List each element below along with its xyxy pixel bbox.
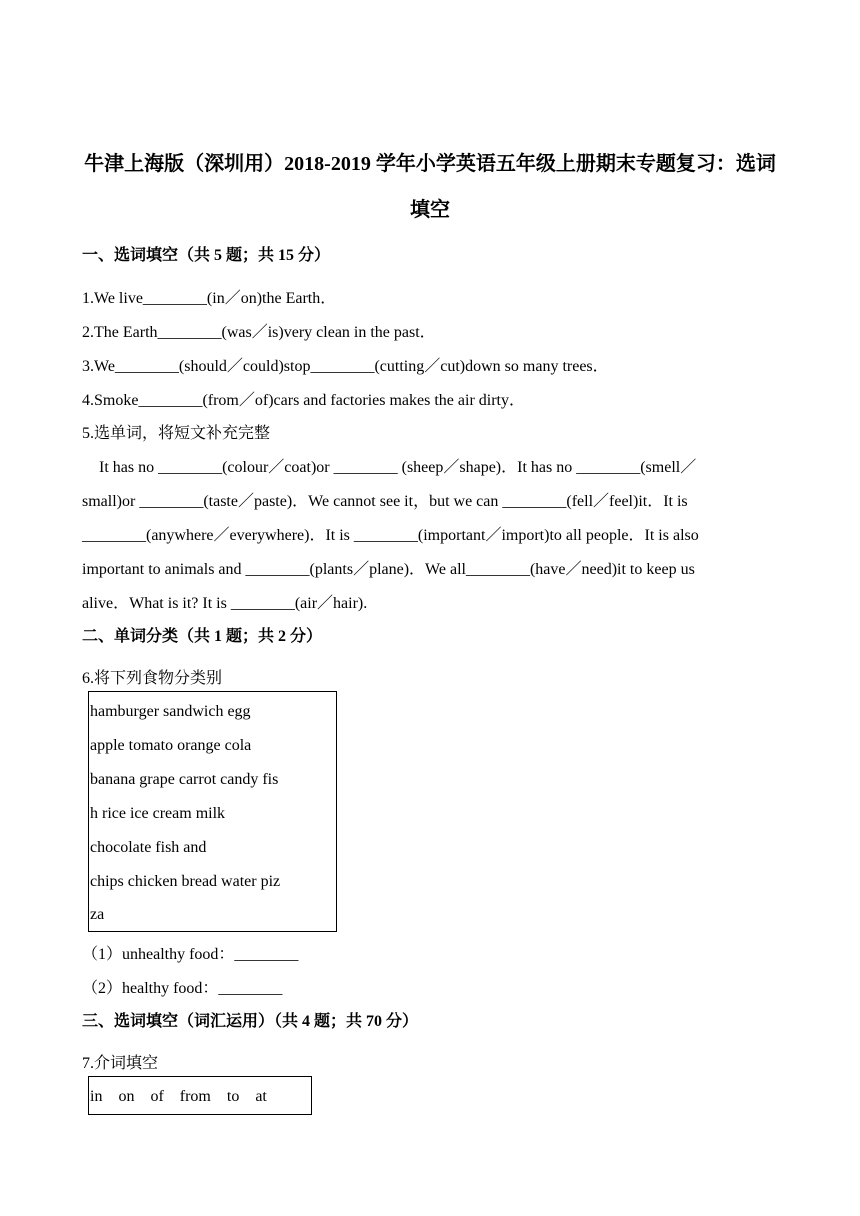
answer-2: （2）healthy food：________ (82, 980, 283, 997)
word-box-line: chocolate fish and (90, 839, 207, 856)
page-title: 牛津上海版（深圳用）2018-2019 学年小学英语五年级上册期末专题复习：选词 (84, 153, 776, 175)
word-box (88, 691, 337, 932)
section-heading-3: 三、选词填空（词汇运用）（共 4 题；共 70 分） (82, 1013, 419, 1030)
section-heading-1: 一、选词填空（共 5 题；共 15 分） (82, 247, 331, 264)
passage-line-2: small)or ________(taste／paste)．We cannot see it，but we can ________(fell／feel)it．It is (82, 493, 688, 510)
question-1: 1.We live________(in／on)the Earth． (82, 290, 337, 307)
answer-1: （1）unhealthy food：________ (82, 946, 299, 963)
question-6-title: 6.将下列食物分类别 (82, 670, 223, 687)
word-box-line: chips chicken bread water piz (90, 873, 281, 890)
word-box-line: h rice ice cream milk (90, 805, 226, 822)
passage-line-5: alive．What is it? It is ________(air／hair). (82, 595, 368, 612)
passage-line-4: important to animals and ________(plants／plane)．We all________(have／need)it to keep us (82, 561, 695, 578)
question-5-title: 5.选单词，将短文补充完整 (82, 425, 271, 442)
preposition-words: in on of from to at (90, 1088, 267, 1105)
word-box-line: apple tomato orange cola (90, 737, 252, 754)
preposition-box (88, 1076, 312, 1115)
passage-line-3: ________(anywhere／everywhere)．It is ________(important／import)to all people．It is also (82, 527, 699, 544)
word-box-line: banana grape carrot candy fis (90, 771, 279, 788)
question-2: 2.The Earth________(was／is)very clean in the past． (82, 324, 436, 341)
word-box-line: za (90, 906, 105, 923)
passage-line-1: It has no ________(colour／coat)or ________ (sheep／shape)．It has no ________(smell／ (99, 459, 697, 476)
page-title-continued: 填空 (410, 199, 450, 221)
question-4: 4.Smoke________(from／of)cars and factories makes the air dirty． (82, 392, 525, 409)
question-3: 3.We________(should／could)stop________(cutting／cut)down so many trees． (82, 358, 609, 375)
word-box-line: hamburger sandwich egg (90, 703, 251, 720)
question-7-title: 7.介词填空 (82, 1055, 159, 1072)
section-heading-2: 二、单词分类（共 1 题；共 2 分） (82, 628, 323, 645)
